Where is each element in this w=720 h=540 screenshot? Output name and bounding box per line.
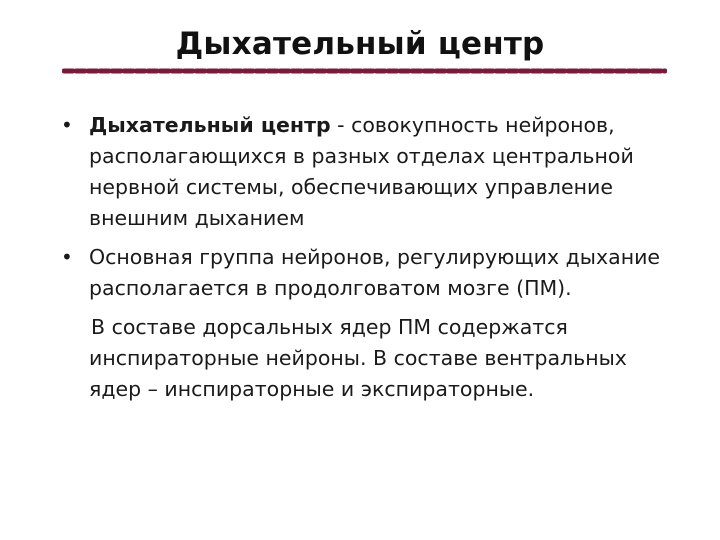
bullet-marker: •: [61, 113, 73, 137]
bullet-continuation: В составе дорсальных ядер ПМ содержатся инспираторные нейроны. В составе вентральных ядер – инспираторные и экспираторные.: [89, 315, 627, 401]
bullet-term: Дыхательный центр: [89, 113, 331, 137]
bullet-item: [55, 110, 685, 234]
slide-title: Дыхательный центр: [175, 26, 545, 62]
bullet-text: - совокупность нейронов, располагающихся в разных отделах центральной нервной системы, обеспечивающих управление внешним дыханием: [89, 113, 634, 230]
bullet-marker: •: [61, 245, 73, 269]
title-divider: [62, 68, 667, 74]
bullet-item: [55, 242, 685, 304]
bullet-text: Основная группа нейронов, регулирующих дыхание располагается в продолговатом мозге (ПМ).: [89, 245, 661, 300]
slide-body: [55, 110, 685, 405]
